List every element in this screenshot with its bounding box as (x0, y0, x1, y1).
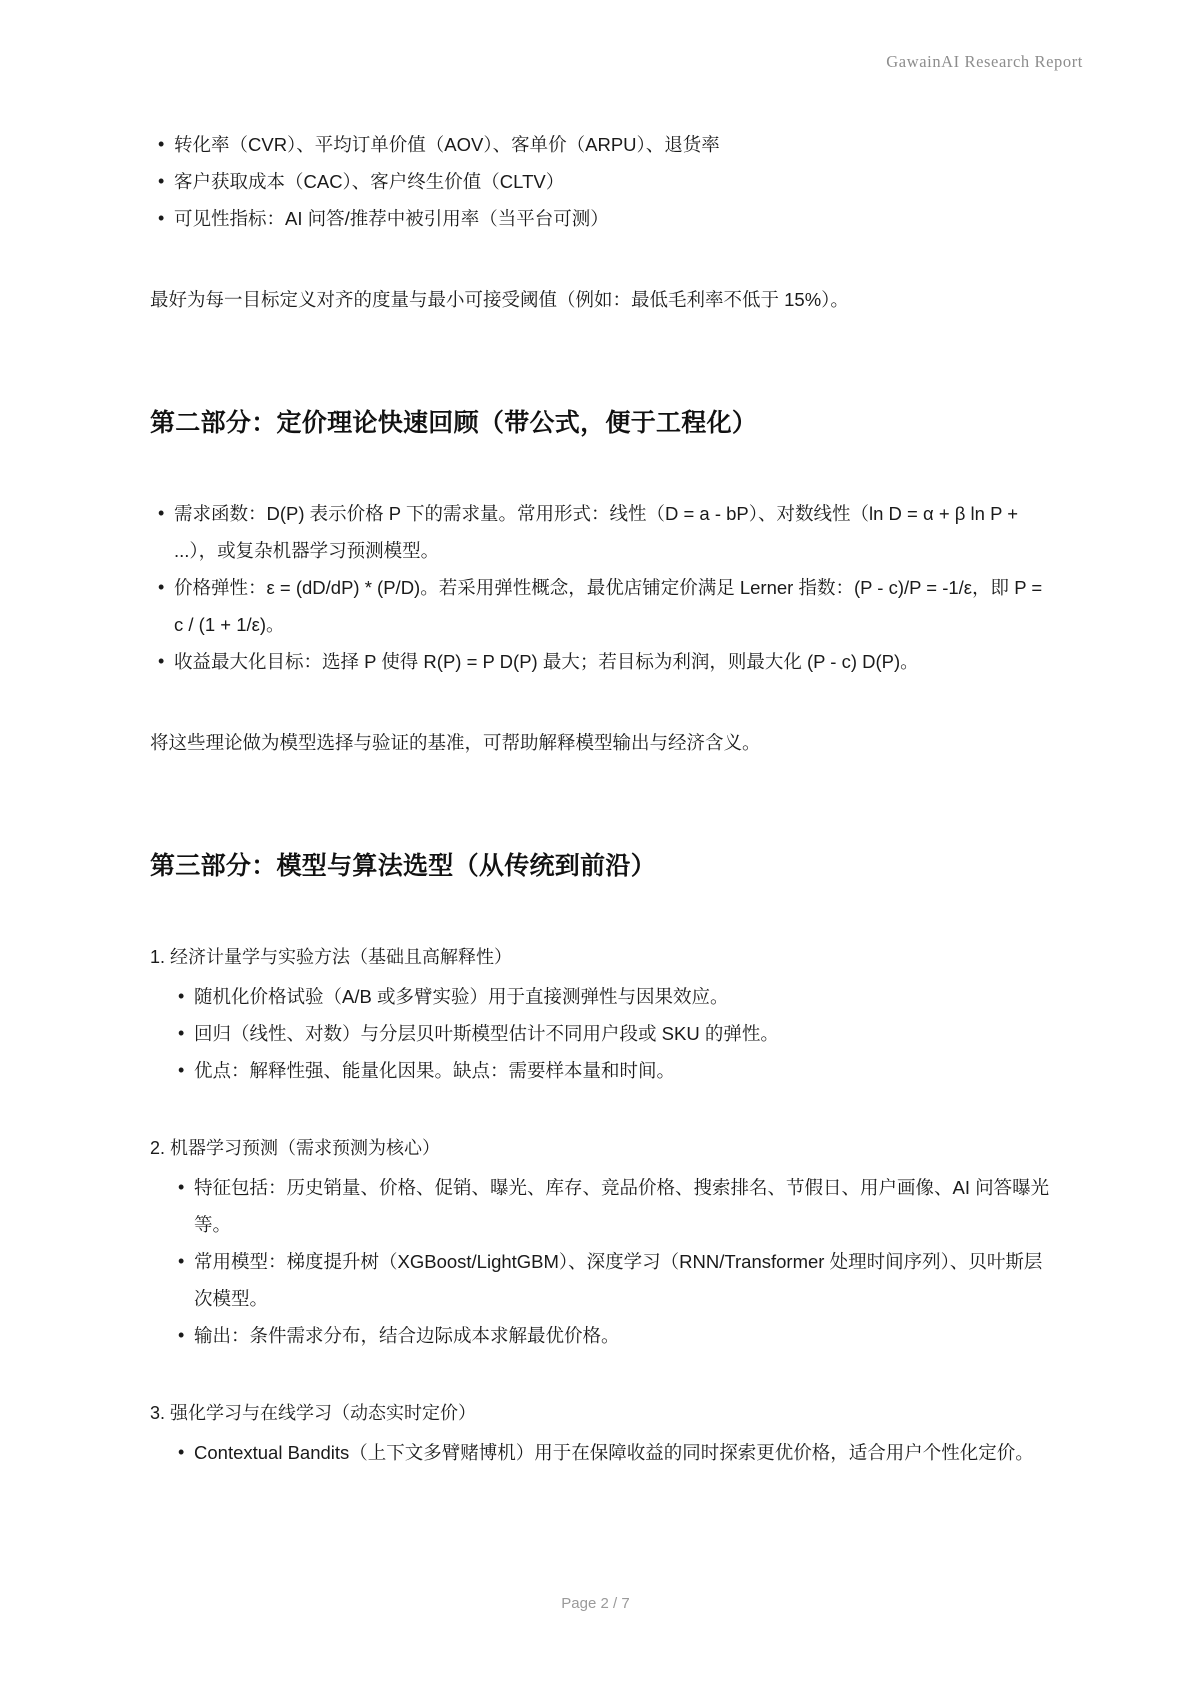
section-3-item-3-bullets (150, 1434, 1050, 1471)
section-3-item-3 (150, 1396, 1050, 1471)
list-item: • 回归（线性、对数）与分层贝叶斯模型估计不同用户段或 SKU 的弹性。 (172, 1015, 1050, 1052)
list-item: • 输出：条件需求分布，结合边际成本求解最优价格。 (172, 1317, 1050, 1354)
section-3-item-1 (150, 940, 1050, 1089)
section-2-heading: 第二部分：定价理论快速回顾（带公式，便于工程化） (150, 409, 758, 437)
item-number: 3. (150, 1403, 166, 1423)
list-item: • 常用模型：梯度提升树（XGBoost/LightGBM）、深度学习（RNN/Transformer 处理时间序列）、贝叶斯层次模型。 (172, 1243, 1050, 1317)
item-number: 1. (150, 947, 166, 967)
list-item: • 特征包括：历史销量、价格、促销、曝光、库存、竞品价格、搜索排名、节假日、用户画像、AI 问答曝光等。 (172, 1169, 1050, 1243)
section-3-item-1-bullets (150, 978, 1050, 1089)
paragraph-objectives-note: 最好为每一目标定义对齐的度量与最小可接受阈值（例如：最低毛利率不低于 15%）。 (150, 289, 849, 310)
section-3-item-2 (150, 1131, 1050, 1354)
list-item: • 需求函数：D(P) 表示价格 P 下的需求量。常用形式：线性（D = a - bP）、对数线性（ln D = α + β ln P + ...），或复杂机器学习预测模型。 (150, 495, 1050, 569)
list-item: • 优点：解释性强、能量化因果。缺点：需要样本量和时间。 (172, 1052, 1050, 1089)
page-footer: Page 2 / 7 (561, 1595, 630, 1612)
page-header-title: GawainAI Research Report (886, 52, 1083, 71)
section-3-item-2-bullets (150, 1169, 1050, 1354)
item-title-text: 强化学习与在线学习（动态实时定价） (170, 1403, 477, 1423)
list-item: • 客户获取成本（CAC）、客户终生价值（CLTV） (150, 163, 1050, 200)
list-item: • 收益最大化目标：选择 P 使得 R(P) = P D(P) 最大；若目标为利润，则最大化 (P - c) D(P)。 (150, 643, 1050, 680)
numbered-item-title (150, 940, 1050, 974)
section-3-heading: 第三部分：模型与算法选型（从传统到前沿） (150, 852, 657, 880)
section-2-closing-paragraph: 将这些理论做为模型选择与验证的基准，可帮助解释模型输出与经济含义。 (150, 732, 761, 753)
document-content (150, 126, 1050, 1471)
item-number: 2. (150, 1138, 166, 1158)
list-item: • 可见性指标：AI 问答/推荐中被引用率（当平台可测） (150, 200, 1050, 237)
section-2-bullet-list (150, 495, 1050, 680)
item-title-text: 经济计量学与实验方法（基础且高解释性） (170, 947, 513, 967)
list-item: • 价格弹性：ε = (dD/dP) * (P/D)。若采用弹性概念，最优店铺定价满足 Lerner 指数：(P - c)/P = -1/ε，即 P = c / (1 + 1/ε)。 (150, 569, 1050, 643)
numbered-item-title (150, 1131, 1050, 1165)
list-item: • 随机化价格试验（A/B 或多臂实验）用于直接测弹性与因果效应。 (172, 978, 1050, 1015)
numbered-item-title (150, 1396, 1050, 1430)
item-title-text: 机器学习预测（需求预测为核心） (170, 1138, 441, 1158)
top-bullet-list (150, 126, 1050, 237)
list-item: • 转化率（CVR）、平均订单价值（AOV）、客单价（ARPU）、退货率 (150, 126, 1050, 163)
list-item: • Contextual Bandits（上下文多臂赌博机）用于在保障收益的同时探索更优价格，适合用户个性化定价。 (172, 1434, 1050, 1471)
